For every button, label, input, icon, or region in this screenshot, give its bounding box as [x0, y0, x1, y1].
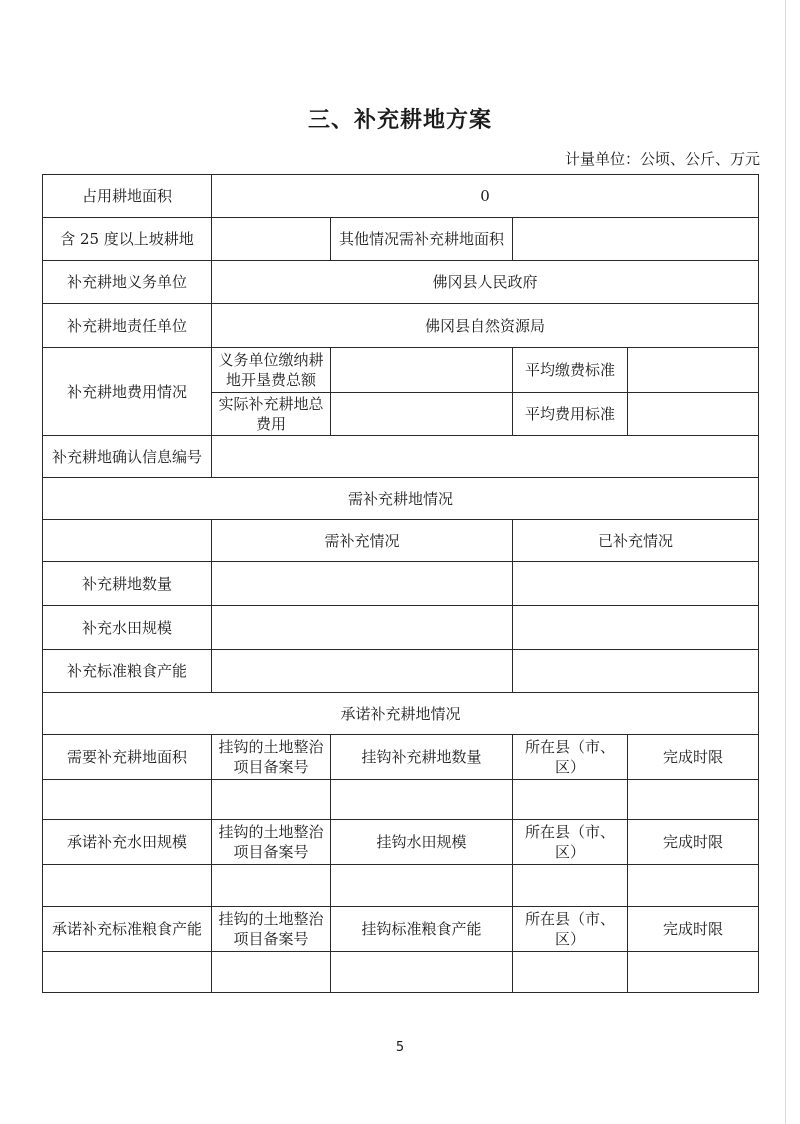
commit-blank-cell	[628, 952, 759, 993]
commit-blank-cell	[628, 780, 759, 820]
avg-cost-value	[628, 393, 759, 436]
obligation-unit-label: 补充耕地义务单位	[43, 261, 212, 304]
commit-blank-cell	[628, 865, 759, 907]
commit-blank-cell	[43, 952, 212, 993]
need-header-blank	[43, 520, 212, 562]
commit-project-header: 挂钩的土地整治项目备案号	[212, 735, 331, 780]
need-item-done-value	[513, 606, 759, 650]
commit-group-label: 承诺补充标准粮食产能	[43, 907, 212, 952]
need-item-label: 补充水田规模	[43, 606, 212, 650]
need-item-done-value	[513, 562, 759, 606]
commit-group-label: 承诺补充水田规模	[43, 820, 212, 865]
slope-label: 含 25 度以上坡耕地	[43, 218, 212, 261]
occupied-area-label: 占用耕地面积	[43, 175, 212, 218]
need-column-header: 需补充情况	[212, 520, 513, 562]
commit-deadline-header: 完成时限	[628, 820, 759, 865]
commit-county-header: 所在县（市、区）	[513, 735, 628, 780]
actual-cost-value	[331, 393, 513, 436]
commit-blank-cell	[331, 865, 513, 907]
supplement-farmland-table	[42, 174, 759, 993]
need-item-label: 补充耕地数量	[43, 562, 212, 606]
commit-blank-cell	[331, 952, 513, 993]
need-item-need-value	[212, 650, 513, 693]
responsible-unit-label: 补充耕地责任单位	[43, 304, 212, 348]
commit-county-header: 所在县（市、区）	[513, 907, 628, 952]
cost-label: 补充耕地费用情况	[43, 348, 212, 436]
avg-cost-label: 平均费用标准	[513, 393, 628, 436]
commit-measure-header: 挂钩水田规模	[331, 820, 513, 865]
actual-cost-label: 实际补充耕地总费用	[212, 393, 331, 436]
page-title: 三、补充耕地方案	[307, 107, 492, 133]
unit-note: 计量单位：公顷、公斤、万元	[564, 150, 760, 168]
obligation-unit-value: 佛冈县人民政府	[212, 261, 759, 304]
responsible-unit-value: 佛冈县自然资源局	[212, 304, 759, 348]
occupied-area-value: 0	[212, 175, 759, 218]
need-section-heading: 需补充耕地情况	[43, 478, 759, 520]
commit-blank-cell	[212, 780, 331, 820]
confirm-number-value	[212, 436, 759, 478]
commit-project-header: 挂钩的土地整治项目备案号	[212, 907, 331, 952]
confirm-number-label: 补充耕地确认信息编号	[43, 436, 212, 478]
cost-total-label: 义务单位缴纳耕地开垦费总额	[212, 348, 331, 393]
need-item-label: 补充标准粮食产能	[43, 650, 212, 693]
avg-pay-label: 平均缴费标准	[513, 348, 628, 393]
page-number: 5	[395, 1040, 405, 1055]
avg-pay-value	[628, 348, 759, 393]
commit-county-header: 所在县（市、区）	[513, 820, 628, 865]
commit-group-label: 需要补充耕地面积	[43, 735, 212, 780]
commit-blank-cell	[331, 780, 513, 820]
commit-measure-header: 挂钩补充耕地数量	[331, 735, 513, 780]
commit-blank-cell	[513, 865, 628, 907]
page-edge	[785, 0, 786, 1124]
slope-value	[212, 218, 331, 261]
commit-blank-cell	[513, 952, 628, 993]
commit-blank-cell	[212, 865, 331, 907]
commit-deadline-header: 完成时限	[628, 735, 759, 780]
need-item-done-value	[513, 650, 759, 693]
commit-blank-cell	[43, 780, 212, 820]
done-column-header: 已补充情况	[513, 520, 759, 562]
commit-blank-cell	[212, 952, 331, 993]
cost-total-value	[331, 348, 513, 393]
commit-section-heading: 承诺补充耕地情况	[43, 693, 759, 735]
commit-blank-cell	[513, 780, 628, 820]
commit-project-header: 挂钩的土地整治项目备案号	[212, 820, 331, 865]
commit-deadline-header: 完成时限	[628, 907, 759, 952]
need-item-need-value	[212, 606, 513, 650]
commit-blank-cell	[43, 865, 212, 907]
need-item-need-value	[212, 562, 513, 606]
other-area-value	[513, 218, 759, 261]
other-area-label: 其他情况需补充耕地面积	[331, 218, 513, 261]
commit-measure-header: 挂钩标准粮食产能	[331, 907, 513, 952]
